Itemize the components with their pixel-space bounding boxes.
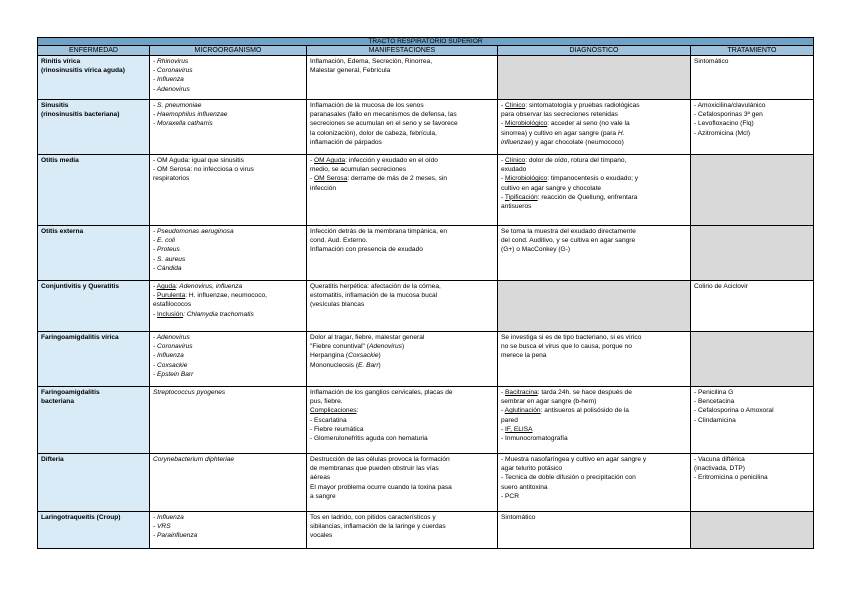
manif-cell: Inflamación de los ganglios cervicales, placas de pus, fiebre. Complicaciones: - Escarlatina - Fiebre reumática - Glomerulonefritis aguda con hematuria (307, 387, 498, 454)
respiratory-table (37, 37, 814, 549)
diag-cell (498, 281, 691, 332)
diag-cell: - Clínico: sintomatología y pruebas radiológicas para observar las secreciones retenidas - Microbiológico: acceder al seno (no vale la sinorrea) y cultivo en agar sangre (para H. influenzae) y agar chocolate (neumococo) (498, 100, 691, 155)
micro-cell: - Influenza - VRS - Parainfluenza (150, 512, 307, 549)
table-row (38, 226, 814, 281)
diag-cell: Se investiga si es de tipo bacteriano, si es vírico no se busca el virus que lo causa, porque no merece la pena (498, 332, 691, 387)
table-row (38, 387, 814, 454)
manif-cell: Queratitis herpética: afectación de la córnea, estomatitis, inflamación de la mucosa bucal (vesículas blancas (307, 281, 498, 332)
micro-cell: - OM Aguda: igual que sinusitis - OM Serosa: no infecciosa o virus respiratorios (150, 155, 307, 226)
header-enfermedad: ENFERMEDAD (38, 46, 150, 56)
trat-cell: Colirio de Aciclovir (691, 281, 814, 332)
manif-cell: Infección detrás de la membrana timpánica, en cond. Aud. Externo. Inflamación con presencia de exudado (307, 226, 498, 281)
table-row (38, 454, 814, 512)
trat-cell: - Amoxicilina/clavulánico - Cefalosporinas 3ª gen - Levofloxacino (Flq) - Azitromicina (Mcl) (691, 100, 814, 155)
table-row (38, 512, 814, 549)
disease-cell: Sinusitis (rinosinusitis bacteriana) (38, 100, 150, 155)
header-tratamiento: TRATAMIENTO (691, 46, 814, 56)
disease-cell: Laringotraqueítis (Croup) (38, 512, 150, 549)
table-row (38, 281, 814, 332)
diag-cell (498, 56, 691, 100)
micro-cell: - Rhinovirus - Coronavirus - Influenza - Adenovirus (150, 56, 307, 100)
manif-cell: - OM Aguda: infección y exudado en el oído medio, se acumulan secreciones - OM Serosa: derrame de más de 2 meses, sin infección (307, 155, 498, 226)
trat-cell (691, 512, 814, 549)
manif-cell: Inflamación de la mucosa de los senos paranasales (fallo en mecanismos de defensa, las secreciones se acumulan en el seno y se favorece la colonización), dolor de cabeza, febrícula, inflamación de párpados (307, 100, 498, 155)
manif-cell: Tos en ladrido, con pitidos característicos y sibilancias, inflamación de la laringe y cuerdas vocales (307, 512, 498, 549)
header-manifestaciones: MANIFESTACIONES (307, 46, 498, 56)
diag-cell: Se toma la muestra del exudado directamente del cond. Auditivo, y se cultiva en agar sangre (G+) o MacConkey (G-) (498, 226, 691, 281)
micro-cell: - Aguda: Adenovirus, influenza - Purulenta: H. influenzae, neumococo, estafilococos - Inclusión: Chlamydia trachomatis (150, 281, 307, 332)
disease-cell: Otitis media (38, 155, 150, 226)
trat-cell (691, 332, 814, 387)
table-header-row (38, 46, 814, 56)
disease-cell: Otitis externa (38, 226, 150, 281)
header-diagnostico: DIAGNÓSTICO (498, 46, 691, 56)
micro-cell: - Pseudomonas aeruginosa - E. coli - Proteus - S. aureus - Cándida (150, 226, 307, 281)
header-microorganismo: MICROORGANISMO (150, 46, 307, 56)
table-row (38, 100, 814, 155)
table-row (38, 332, 814, 387)
micro-cell: - S. pneumoniae - Haemophilus influenzae - Moraxella catharris (150, 100, 307, 155)
micro-cell: Streptococcus pyogenes (150, 387, 307, 454)
trat-cell: - Penicilina G - Bencetacina - Cefalosporina o Amoxoral - Clindamicina (691, 387, 814, 454)
disease-cell: Faringoamigdalitis bacteriana (38, 387, 150, 454)
diag-cell: Sintomático (498, 512, 691, 549)
disease-cell: Conjuntivitis y Queratitis (38, 281, 150, 332)
trat-cell: - Vacuna diftérica (inactivada, DTP) - Eritromicina o penicilina (691, 454, 814, 512)
table-row (38, 56, 814, 100)
micro-cell: - Adenovirus - Coronavirus - Influenza - Coxsackie - Epstein Barr (150, 332, 307, 387)
manif-cell: Inflamación, Edema, Secreción, Rinorrea, Malestar general, Febrícula (307, 56, 498, 100)
manif-cell: Destrucción de las células provoca la formación de membranas que pueden obstruir las vías aéreas El mayor problema ocurre cuando la toxina pasa a sangre (307, 454, 498, 512)
trat-cell (691, 226, 814, 281)
trat-cell (691, 155, 814, 226)
table-row (38, 155, 814, 226)
diag-cell: - Clínico: dolor de oído, rotura del tímpano, exudado - Microbiológico: timpanocentesis o exudado; y cultivo en agar sangre y chocolate - Tipificación: reacción de Quellung, enfrentara antisueros (498, 155, 691, 226)
disease-cell: Rinitis vírica (rinosinusitis vírica aguda) (38, 56, 150, 100)
disease-cell: Faringoamigdalitis vírica (38, 332, 150, 387)
manif-cell: Dolor al tragar, fiebre, malestar general "Fiebre conuntival" (Adenovirus) Herpangina (Coxsackie) Mononucleosis (E. Barr) (307, 332, 498, 387)
disease-cell: Difteria (38, 454, 150, 512)
trat-cell: Sintomático (691, 56, 814, 100)
diag-cell: - Muestra nasofaríngea y cultivo en agar sangre y agar telurito potásico - Tecnica de doble difusión o precipitación con suero antitoxina - PCR (498, 454, 691, 512)
diag-cell: - Bacitracina: tarda 24h. se hace después de sembrar en agar sangre (b-hem) - Aglutinación: antisueros al polisósido de la pared - IF, ELISA - Inmunocromatografía (498, 387, 691, 454)
table-title: TRACTO RESPIRATORIO SUPERIOR (38, 38, 814, 46)
micro-cell: Corynebacterium diphteriae (150, 454, 307, 512)
table-title-row (38, 38, 814, 46)
